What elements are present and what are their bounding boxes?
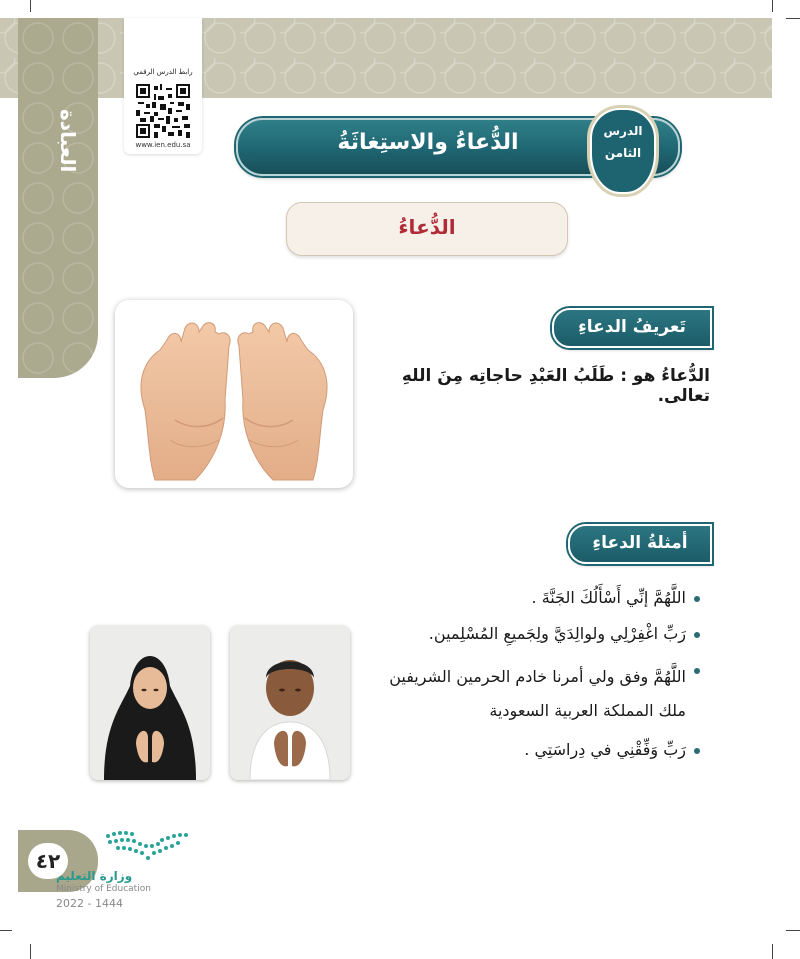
- bullet-icon: [694, 748, 700, 754]
- prayer-text: رَبِّ وَفِّقْنِي في دِراسَتِي .: [524, 740, 686, 759]
- prayer-text: رَبِّ اغْفِرْلِي ولوالِدَيَّ ولِجَميعِ المُسْلِمين.: [428, 624, 686, 643]
- list-item: [360, 588, 700, 624]
- ministry-logo-icon: [98, 826, 190, 866]
- definition-heading: تَعريفُ الدعاءِ: [552, 308, 712, 348]
- ministry-name-arabic: وزارة التعليم: [56, 869, 133, 883]
- prayer-list: [360, 588, 700, 776]
- boy-praying-icon: [230, 626, 350, 780]
- edition-year: 2022 - 1444: [56, 897, 123, 910]
- qr-url[interactable]: www.ien.edu.sa: [135, 141, 191, 149]
- bullet-icon: [694, 668, 700, 674]
- lesson-badge-number: الثامن: [604, 146, 642, 160]
- crop-mark: [772, 0, 773, 12]
- bullet-icon: [694, 596, 700, 602]
- crop-mark: [786, 18, 800, 19]
- crop-mark: [786, 930, 800, 931]
- girl-praying-photo: [90, 626, 210, 780]
- crop-mark: [772, 944, 773, 959]
- praying-hands-image: [115, 300, 353, 488]
- girl-praying-icon: [90, 626, 210, 780]
- crop-mark: [0, 930, 12, 931]
- list-item: [360, 660, 700, 740]
- top-band-pattern: [0, 18, 772, 98]
- crop-mark: [30, 944, 31, 959]
- section-title: الدُّعاءُ: [398, 215, 456, 239]
- boy-praying-photo: [230, 626, 350, 780]
- qr-card[interactable]: [124, 18, 202, 154]
- lesson-title: الدُّعاءُ والاستِغاثَةُ: [337, 130, 519, 155]
- side-tab-pattern: [18, 18, 98, 378]
- list-item: [360, 740, 700, 776]
- ministry-name-english: Ministry of Education: [56, 884, 151, 894]
- unit-label: العبادة: [56, 109, 80, 173]
- lesson-number-badge: [590, 108, 656, 194]
- list-item: [360, 624, 700, 660]
- praying-hands-icon: [115, 300, 353, 488]
- examples-heading: أمثلةُ الدعاءِ: [568, 524, 712, 564]
- crop-mark: [30, 0, 31, 12]
- prayer-text: اللَّهُمَّ إنِّي أَسْأَلُكَ الجَنَّةَ .: [531, 588, 686, 607]
- bullet-icon: [694, 632, 700, 638]
- page-number: ٤٢: [28, 843, 68, 879]
- section-title-box: [286, 202, 568, 256]
- lesson-badge-label: الدرس: [603, 124, 643, 138]
- qr-caption: رابط الدرس الرقمي: [133, 68, 193, 76]
- prayer-text: اللَّهُمَّ وفق ولي أمرنا خادم الحرمين الشريفين ملك المملكة العربية السعودية: [389, 667, 686, 720]
- qr-code-icon[interactable]: [136, 84, 190, 138]
- definition-text: الدُّعاءُ هو : طَلَبُ العَبْدِ حاجاتِه مِنَ اللهِ تعالى.: [401, 366, 710, 406]
